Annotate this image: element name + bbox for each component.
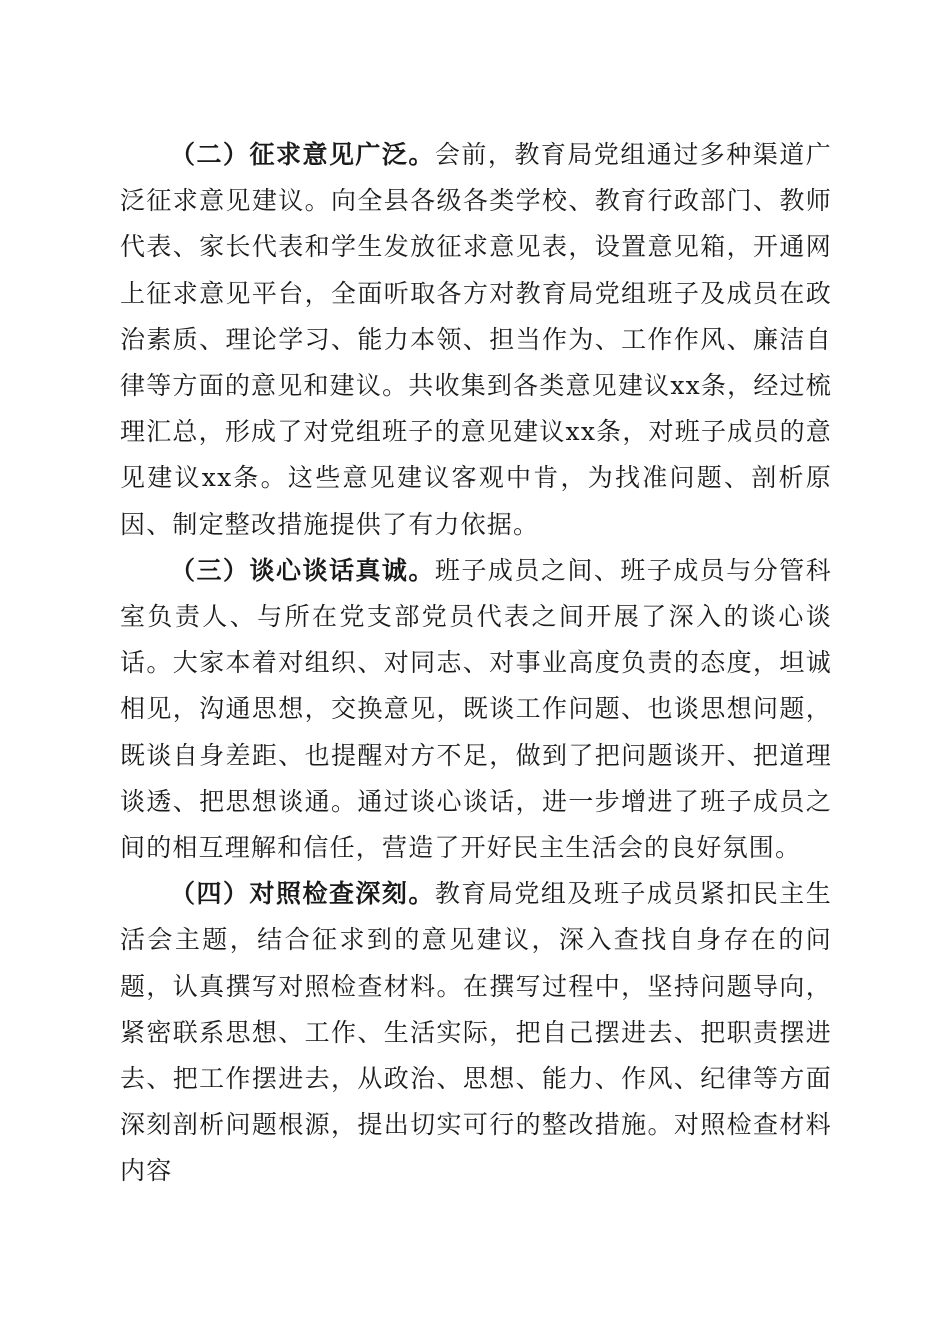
document-body xyxy=(120,132,832,1195)
paragraph-heart-to-heart-talks xyxy=(120,548,832,871)
paragraph-self-examination xyxy=(120,871,832,1194)
paragraph-heading: （四）对照检查深刻。 xyxy=(170,879,435,909)
paragraph-heading: （二）征求意见广泛。 xyxy=(170,140,435,169)
paragraph-solicit-opinions xyxy=(120,132,832,548)
paragraph-text: 班子成员之间、班子成员与分管科室负责人、与所在党支部党员代表之间开展了深入的谈心谈话。大家本着对组织、对同志、对事业高度负责的态度，坦诚相见，沟通思想，交换意见，既谈工作问题、也谈思想问题，既谈自身差距、也提醒对方不足，做到了把问题谈开、把道理谈透、把思想谈通。通过谈心谈话，进一步增进了班子成员之间的相互理解和信任，营造了开好民主生活会的良好氛围。 xyxy=(120,555,832,863)
paragraph-text: 教育局党组及班子成员紧扣民主生活会主题，结合征求到的意见建议，深入查找自身存在的问题，认真撰写对照检查材料。在撰写过程中，坚持问题导向，紧密联系思想、工作、生活实际，把自己摆进去、把职责摆进去、把工作摆进去，从政治、思想、能力、作风、纪律等方面深刻剖析问题根源，提出切实可行的整改措施。对照检查材料内容 xyxy=(120,879,832,1186)
paragraph-text: 会前，教育局党组通过多种渠道广泛征求意见建议。向全县各级各类学校、教育行政部门、教师代表、家长代表和学生发放征求意见表，设置意见箱，开通网上征求意见平台，全面听取各方对教育局党组班子及成员在政治素质、理论学习、能力本领、担当作为、工作作风、廉洁自律等方面的意见和建议。共收集到各类意见建议xx条，经过梳理汇总，形成了对党组班子的意见建议xx条，对班子成员的意见建议xx条。这些意见建议客观中肯，为找准问题、剖析原因、制定整改措施提供了有力依据。 xyxy=(120,140,832,539)
paragraph-heading: （三）谈心谈话真诚。 xyxy=(170,555,435,585)
